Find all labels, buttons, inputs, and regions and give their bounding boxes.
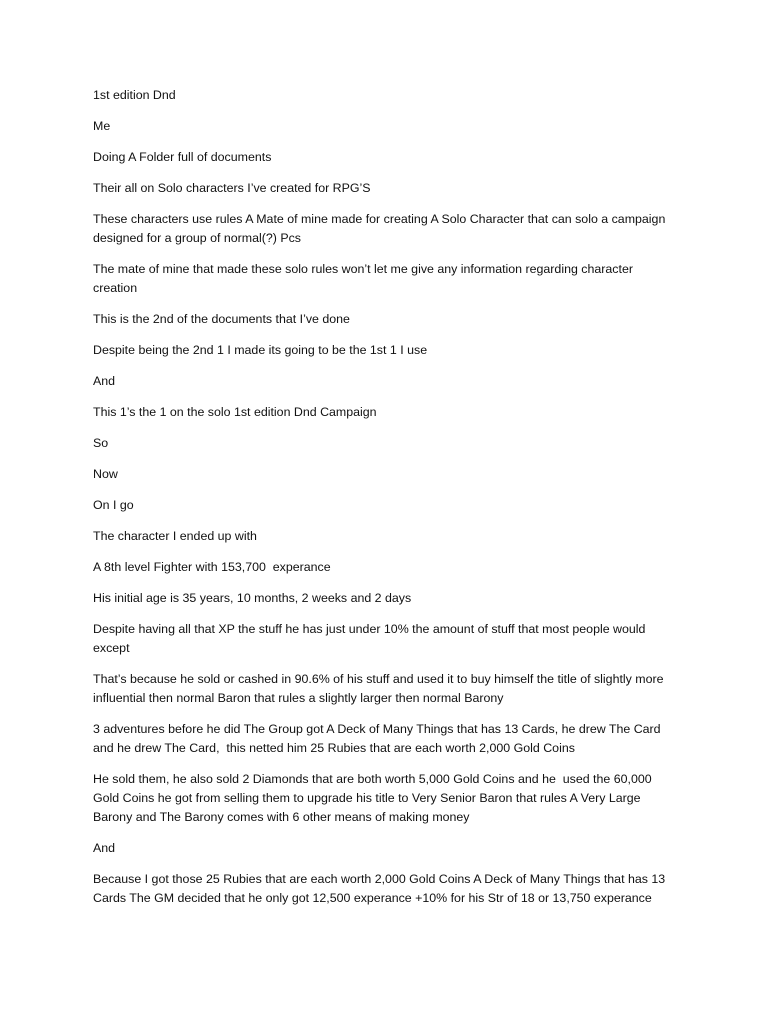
paragraph-16: His initial age is 35 years, 10 months, 2 weeks and 2 days [93, 591, 412, 605]
paragraph-3: Doing A Folder full of documents [93, 150, 272, 164]
paragraph-11: So [93, 436, 109, 450]
paragraph-18: That’s because he sold or cashed in 90.6% of his stuff and used it to buy himself the title of slightly more influential then normal Baron that rules a slightly larger then normal Barony [93, 672, 667, 705]
paragraph-4: Their all on Solo characters I’ve created for RPG’S [93, 181, 371, 195]
paragraph-2: Me [93, 119, 111, 133]
paragraph-8: Despite being the 2nd 1 I made its going to be the 1st 1 I use [93, 343, 428, 357]
paragraph-21: And [93, 841, 116, 855]
paragraph-17: Despite having all that XP the stuff he has just under 10% the amount of stuff that most people would except [93, 622, 649, 655]
paragraph-5: These characters use rules A Mate of mine made for creating A Solo Character that can solo a campaign designed for a group of normal(?) Pcs [93, 212, 669, 245]
paragraph-19: 3 adventures before he did The Group got A Deck of Many Things that has 13 Cards, he drew The Card and he drew The Card, this netted him 25 Rubies that are each worth 2,000 Gold Coins [93, 722, 665, 755]
paragraph-22: Because I got those 25 Rubies that are each worth 2,000 Gold Coins A Deck of Many Things that has 13 Cards The GM decided that he only got 12,500 experance +10% for his Str of 18 or 13,750 experance [93, 872, 669, 905]
paragraph-20: He sold them, he also sold 2 Diamonds that are both worth 5,000 Gold Coins and he used the 60,000 Gold Coins he got from selling them to upgrade his title to Very Senior Baron that rules A Very Large Barony and The Barony comes with 6 other means of making money [93, 772, 656, 824]
paragraph-15: A 8th level Fighter with 153,700 experance [93, 560, 331, 574]
paragraph-12: Now [93, 467, 118, 481]
paragraph-9: And [93, 374, 116, 388]
paragraph-14: The character I ended up with [93, 529, 257, 543]
paragraph-6: The mate of mine that made these solo rules won’t let me give any information regarding character creation [93, 262, 637, 295]
paragraph-1: 1st edition Dnd [93, 88, 176, 102]
paragraph-13: On I go [93, 498, 134, 512]
paragraph-7: This is the 2nd of the documents that I’ve done [93, 312, 350, 326]
paragraph-10: This 1’s the 1 on the solo 1st edition Dnd Campaign [93, 405, 377, 419]
document-body [93, 86, 678, 920]
